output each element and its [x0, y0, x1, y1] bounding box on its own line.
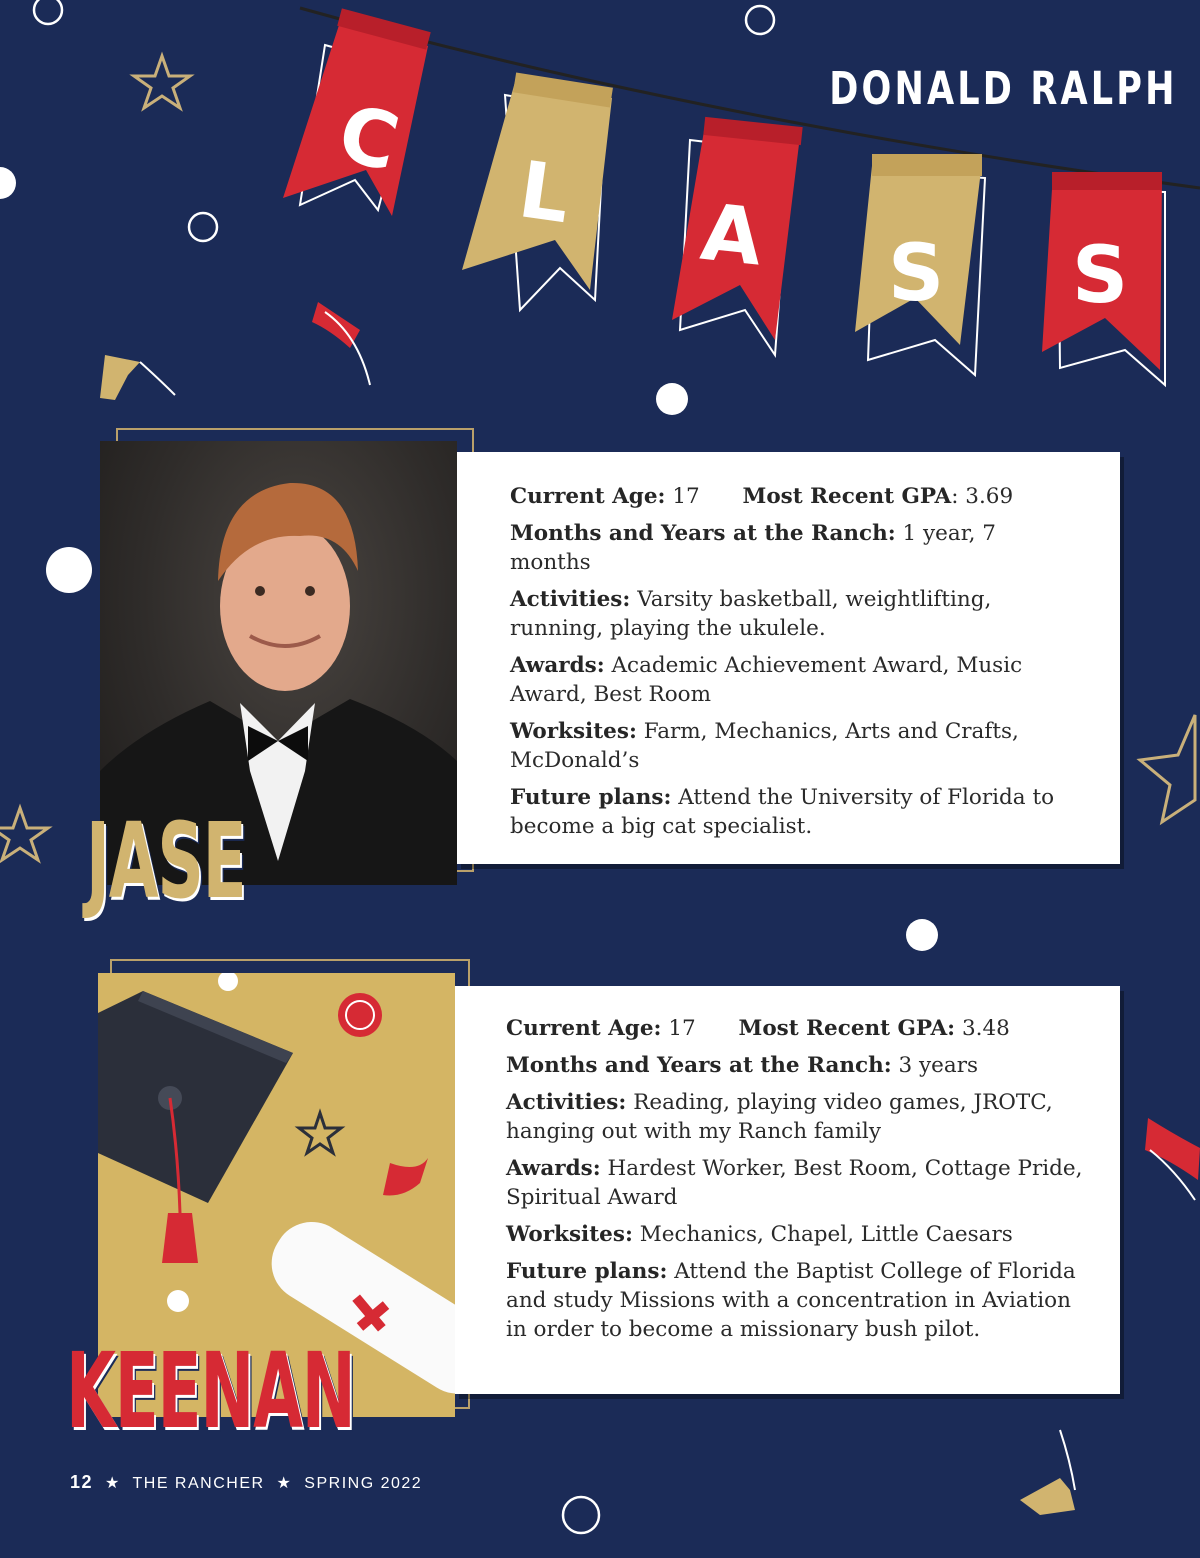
future-row — [510, 783, 1080, 841]
gpa-label: Most Recent GPA: — [738, 1016, 956, 1041]
graduate-name: JASE — [86, 800, 246, 922]
page-footer — [70, 1472, 422, 1493]
awards-row — [506, 1154, 1090, 1212]
graduate-info-card — [455, 986, 1120, 1394]
months-row — [510, 519, 1080, 577]
activities-row — [506, 1088, 1090, 1146]
future-label: Future plans: — [506, 1259, 668, 1284]
worksites-label: Worksites: — [510, 719, 637, 744]
age-value: 17 — [672, 484, 700, 509]
gpa-value: 3.48 — [961, 1016, 1010, 1041]
months-value: 1 year, 7 months — [510, 521, 996, 575]
age-gpa-row — [510, 482, 1080, 511]
future-value: Attend the University of Florida to become a big cat specialist. — [510, 785, 1055, 839]
graduate-name: KEENAN — [66, 1330, 355, 1452]
future-row — [506, 1257, 1090, 1344]
issue-name: SPRING 2022 — [304, 1475, 423, 1492]
banner-letter-s1: S — [888, 229, 945, 319]
months-value: 3 years — [898, 1053, 979, 1078]
awards-label: Awards: — [510, 653, 605, 678]
age-value: 17 — [668, 1016, 696, 1041]
age-label: Current Age: — [506, 1016, 662, 1041]
graduate-info-card — [457, 452, 1120, 864]
future-value: Attend the Baptist College of Florida and study Missions with a concentration in Aviation in order to become a missionary bush pilot. — [506, 1259, 1076, 1342]
activities-value: Varsity basketball, weightlifting, running, playing the ukulele. — [510, 587, 992, 641]
banner-letter-c: C — [329, 88, 408, 190]
activities-value: Reading, playing video games, JROTC, hanging out with my Ranch family — [506, 1090, 1053, 1144]
banner-letter-l: L — [513, 145, 576, 242]
worksites-value: Mechanics, Chapel, Little Caesars — [639, 1222, 1013, 1247]
star-icon: ★ — [104, 1475, 121, 1492]
worksites-label: Worksites: — [506, 1222, 633, 1247]
campus-name: DONALD RALPH — [829, 62, 1178, 115]
banner-letter-s2: S — [1072, 231, 1129, 321]
star-icon: ★ — [276, 1475, 293, 1492]
awards-value: Academic Achievement Award, Music Award, Best Room — [510, 653, 1023, 707]
age-label: Current Age: — [510, 484, 666, 509]
activities-label: Activities: — [506, 1090, 627, 1115]
awards-row — [510, 651, 1080, 709]
worksites-row — [510, 717, 1080, 775]
worksites-value: Farm, Mechanics, Arts and Crafts, McDonald’s — [510, 719, 1019, 773]
publication-name: THE RANCHER — [132, 1475, 265, 1492]
future-label: Future plans: — [510, 785, 672, 810]
gpa-value: : 3.69 — [951, 484, 1014, 509]
activities-row — [510, 585, 1080, 643]
months-label: Months and Years at the Ranch: — [510, 521, 896, 546]
months-row — [506, 1051, 1090, 1080]
page-number: 12 — [70, 1472, 94, 1492]
awards-label: Awards: — [506, 1156, 601, 1181]
banner-letter-a: A — [696, 187, 767, 284]
awards-value: Hardest Worker, Best Room, Cottage Pride, Spiritual Award — [506, 1156, 1083, 1210]
gpa-label: Most Recent GPA — [742, 484, 952, 509]
worksites-row — [506, 1220, 1090, 1249]
activities-label: Activities: — [510, 587, 631, 612]
age-gpa-row — [506, 1014, 1090, 1043]
months-label: Months and Years at the Ranch: — [506, 1053, 892, 1078]
